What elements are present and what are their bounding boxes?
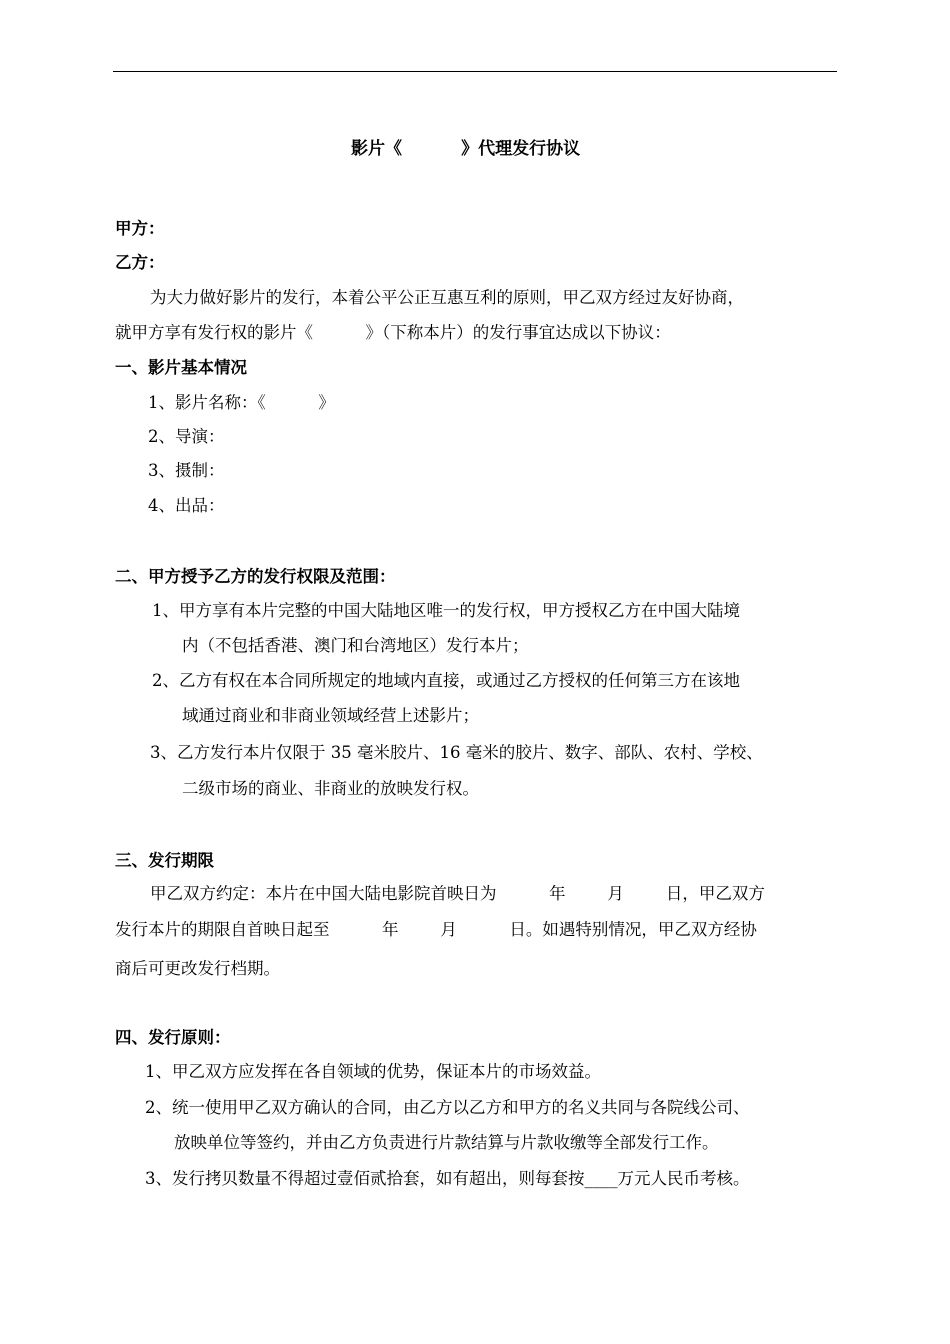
clause-line: 1、甲方享有本片完整的中国大陆地区唯一的发行权，甲方授权乙方在中国大陆境 (152, 601, 740, 620)
production-item: 3、摄制： (148, 461, 225, 480)
party-a-label: 甲方： (115, 219, 165, 238)
term-line: 发行本片的期限自首映日起至 年 月 日。如遇特别情况，甲乙双方经协 (115, 920, 757, 939)
section-heading: 四、发行原则： (115, 1028, 231, 1047)
clause-line: 域通过商业和非商业领域经营上述影片； (182, 706, 479, 725)
principle-line: 3、发行拷贝数量不得超过壹佰贰拾套，如有超出，则每套按____万元人民币考核。 (145, 1169, 750, 1188)
party-b-label: 乙方： (115, 253, 165, 272)
principle-line: 2、统一使用甲乙双方确认的合同，由乙方以乙方和甲方的名义共同与各院线公司、 (145, 1098, 750, 1117)
film-name-item: 1、影片名称：《 》 (148, 393, 335, 412)
principle-line: 放映单位等签约，并由乙方负责进行片款结算与片款收缴等全部发行工作。 (174, 1133, 719, 1152)
preamble-line: 为大力做好影片的发行，本着公平公正互惠互利的原则，甲乙双方经过友好协商， (150, 288, 744, 307)
section-heading: 一、影片基本情况 (115, 358, 247, 377)
preamble-line: 就甲方享有发行权的影片《 》（下称本片）的发行事宜达成以下协议： (115, 323, 671, 342)
producer-item: 4、出品： (148, 496, 225, 515)
section-heading: 二、甲方授予乙方的发行权限及范围： (115, 567, 396, 586)
director-item: 2、导演： (148, 427, 225, 446)
header-rule (113, 71, 837, 72)
term-line: 甲乙双方约定：本片在中国大陆电影院首映日为 年 月 日，甲乙双方 (150, 884, 765, 903)
section-heading: 三、发行期限 (115, 851, 214, 870)
term-line: 商后可更改发行档期。 (115, 959, 280, 978)
clause-line: 2、乙方有权在本合同所规定的地域内直接，或通过乙方授权的任何第三方在该地 (152, 671, 740, 690)
principle-line: 1、甲乙双方应发挥在各自领域的优势，保证本片的市场效益。 (145, 1062, 601, 1081)
clause-line: 二级市场的商业、非商业的放映发行权。 (182, 779, 479, 798)
clause-line: 3、乙方发行本片仅限于 35 毫米胶片、16 毫米的胶片、数字、部队、农村、学校、 (150, 743, 763, 762)
clause-line: 内（不包括香港、澳门和台湾地区）发行本片； (182, 636, 529, 655)
document-title: 影片《 》代理发行协议 (351, 139, 581, 159)
